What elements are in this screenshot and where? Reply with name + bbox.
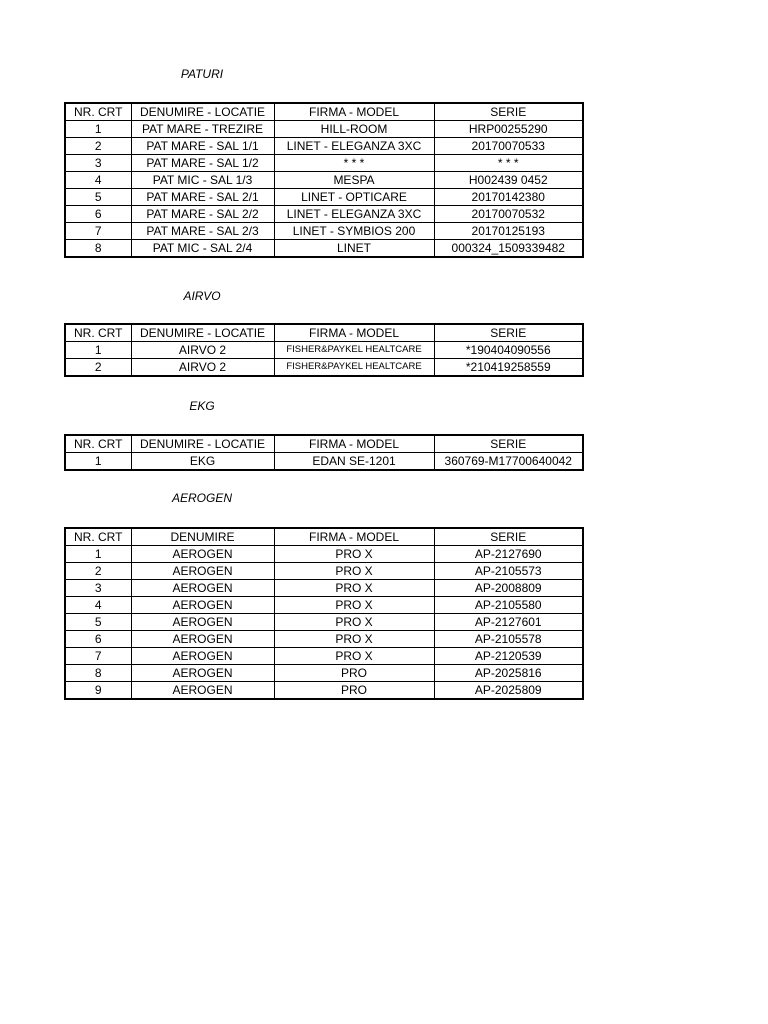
table-row [65, 155, 583, 172]
table-cell: 1 [65, 121, 131, 138]
table-cell: 360769-M17700640042 [434, 453, 583, 471]
table-header-row [65, 324, 583, 342]
table-row [65, 631, 583, 648]
table-cell: 9 [65, 682, 131, 700]
table-cell: AP-2105573 [434, 563, 583, 580]
table-cell: PRO X [274, 614, 434, 631]
table-cell: AEROGEN [131, 580, 274, 597]
table-cell: AEROGEN [131, 631, 274, 648]
table-row [65, 189, 583, 206]
table-cell: LINET - OPTICARE [274, 189, 434, 206]
table-row [65, 138, 583, 155]
section-title-aerogen: AEROGEN [171, 491, 232, 505]
table-cell: LINET - SYMBIOS 200 [274, 223, 434, 240]
table-cell: PRO X [274, 546, 434, 563]
table-row [65, 172, 583, 189]
section-title-airvo: AIRVO [183, 289, 221, 303]
column-header: DENUMIRE - LOCATIE [131, 103, 274, 121]
table-cell: AP-2008809 [434, 580, 583, 597]
table-cell: PAT MIC - SAL 1/3 [131, 172, 274, 189]
table-ekg [64, 434, 584, 471]
table-cell: PAT MARE - TREZIRE [131, 121, 274, 138]
table-cell: LINET - ELEGANZA 3XC [274, 138, 434, 155]
table-cell: EKG [131, 453, 274, 471]
table-cell: 1 [65, 453, 131, 471]
table-cell: HILL-ROOM [274, 121, 434, 138]
table-cell: PRO X [274, 597, 434, 614]
column-header: FIRMA - MODEL [274, 435, 434, 453]
column-header: FIRMA - MODEL [274, 103, 434, 121]
table-paturi [64, 102, 584, 258]
table-cell: PRO X [274, 580, 434, 597]
table-cell: 20170070532 [434, 206, 583, 223]
table-cell: 4 [65, 172, 131, 189]
column-header: NR. CRT [65, 103, 131, 121]
table-aerogen [64, 527, 584, 700]
table-cell: 2 [65, 138, 131, 155]
table-cell: 4 [65, 597, 131, 614]
table-cell: AP-2120539 [434, 648, 583, 665]
table-row [65, 580, 583, 597]
table-cell: 20170142380 [434, 189, 583, 206]
table-cell: AIRVO 2 [131, 342, 274, 359]
table-row [65, 563, 583, 580]
table-cell: 6 [65, 206, 131, 223]
table-cell: AP-2105580 [434, 597, 583, 614]
column-header: NR. CRT [65, 435, 131, 453]
table-cell: FISHER&PAYKEL HEALTCARE [274, 342, 434, 359]
column-header: SERIE [434, 528, 583, 546]
column-header: DENUMIRE - LOCATIE [131, 435, 274, 453]
table-cell: AP-2127690 [434, 546, 583, 563]
table-cell: 1 [65, 342, 131, 359]
section-title-ekg: EKG [189, 399, 215, 413]
table-header-row [65, 435, 583, 453]
table-cell: AEROGEN [131, 563, 274, 580]
table-row [65, 453, 583, 471]
section-title-paturi: PATURI [180, 67, 224, 81]
table-cell: PRO [274, 682, 434, 700]
table-cell: AEROGEN [131, 665, 274, 682]
table-cell: AP-2105578 [434, 631, 583, 648]
table-row [65, 223, 583, 240]
table-cell: PAT MARE - SAL 2/1 [131, 189, 274, 206]
table-row [65, 682, 583, 700]
table-row [65, 121, 583, 138]
table-cell: PAT MIC - SAL 2/4 [131, 240, 274, 258]
table-row [65, 546, 583, 563]
table-cell: PAT MARE - SAL 1/1 [131, 138, 274, 155]
table-cell: AIRVO 2 [131, 359, 274, 377]
table-cell: PAT MARE - SAL 1/2 [131, 155, 274, 172]
table-cell: * * * [434, 155, 583, 172]
table-header-row [65, 103, 583, 121]
table-cell: PRO X [274, 563, 434, 580]
table-cell: 1 [65, 546, 131, 563]
table-cell: LINET [274, 240, 434, 258]
table-cell: 20170125193 [434, 223, 583, 240]
table-cell: 3 [65, 580, 131, 597]
table-cell: PRO X [274, 648, 434, 665]
table-cell: 2 [65, 563, 131, 580]
table-cell: * * * [274, 155, 434, 172]
table-cell: PAT MARE - SAL 2/3 [131, 223, 274, 240]
table-cell: AEROGEN [131, 682, 274, 700]
column-header: DENUMIRE [131, 528, 274, 546]
table-row [65, 240, 583, 258]
column-header: FIRMA - MODEL [274, 324, 434, 342]
table-header-row [65, 528, 583, 546]
table-cell: 7 [65, 648, 131, 665]
table-cell: AP-2025816 [434, 665, 583, 682]
table-row [65, 597, 583, 614]
table-row [65, 359, 583, 377]
table-cell: 5 [65, 614, 131, 631]
table-cell: AEROGEN [131, 648, 274, 665]
table-row [65, 648, 583, 665]
table-cell: 8 [65, 665, 131, 682]
table-cell: PAT MARE - SAL 2/2 [131, 206, 274, 223]
table-cell: AEROGEN [131, 597, 274, 614]
table-cell: 000324_1509339482 [434, 240, 583, 258]
column-header: SERIE [434, 324, 583, 342]
table-cell: *210419258559 [434, 359, 583, 377]
table-cell: 3 [65, 155, 131, 172]
table-cell: HRP00255290 [434, 121, 583, 138]
table-cell: 2 [65, 359, 131, 377]
table-cell: 8 [65, 240, 131, 258]
column-header: SERIE [434, 435, 583, 453]
table-cell: FISHER&PAYKEL HEALTCARE [274, 359, 434, 377]
table-airvo [64, 323, 584, 377]
column-header: DENUMIRE - LOCATIE [131, 324, 274, 342]
table-cell: PRO X [274, 631, 434, 648]
table-cell: H002439 0452 [434, 172, 583, 189]
column-header: SERIE [434, 103, 583, 121]
table-cell: *190404090556 [434, 342, 583, 359]
column-header: FIRMA - MODEL [274, 528, 434, 546]
table-cell: 6 [65, 631, 131, 648]
column-header: NR. CRT [65, 324, 131, 342]
table-cell: AP-2127601 [434, 614, 583, 631]
table-cell: 7 [65, 223, 131, 240]
table-row [65, 665, 583, 682]
table-cell: 20170070533 [434, 138, 583, 155]
table-cell: MESPA [274, 172, 434, 189]
table-row [65, 342, 583, 359]
table-cell: AEROGEN [131, 614, 274, 631]
table-cell: PRO [274, 665, 434, 682]
table-row [65, 614, 583, 631]
table-cell: EDAN SE-1201 [274, 453, 434, 471]
table-cell: AP-2025809 [434, 682, 583, 700]
table-cell: LINET - ELEGANZA 3XC [274, 206, 434, 223]
column-header: NR. CRT [65, 528, 131, 546]
table-row [65, 206, 583, 223]
table-cell: AEROGEN [131, 546, 274, 563]
table-cell: 5 [65, 189, 131, 206]
